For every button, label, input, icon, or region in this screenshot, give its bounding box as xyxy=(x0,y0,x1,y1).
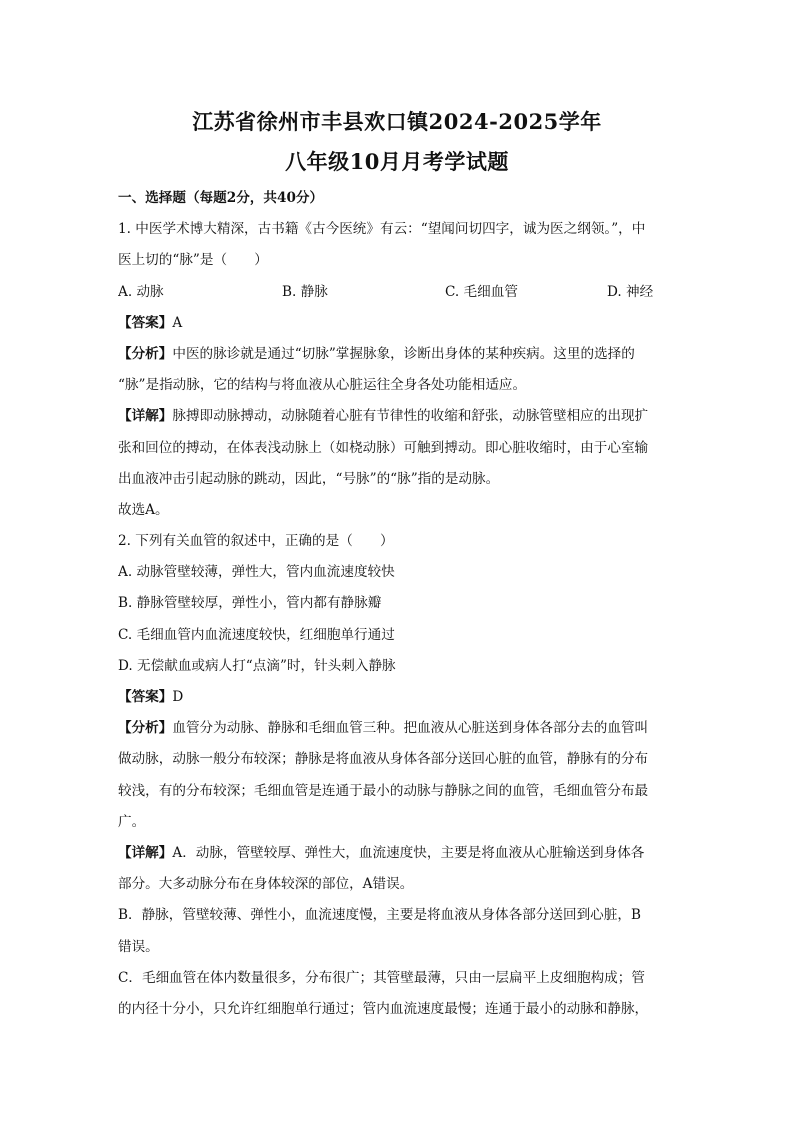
q1-analysis-line1 xyxy=(118,339,673,370)
q1-option-a: A. 动脉 xyxy=(118,283,164,300)
section-heading: 一、选择题（每题2分，共40分） xyxy=(118,190,324,206)
q2-detail-line4: 错误。 xyxy=(118,938,159,955)
q2-stem: 2. 下列有关血管的叙述中，正确的是（ ） xyxy=(118,533,394,550)
answer-label: 【答案】 xyxy=(118,689,173,705)
detail-label: 【详解】 xyxy=(118,844,173,861)
q2-detail-line3: B．静脉，管壁较薄、弹性小，血流速度慢，主要是将血液从身体各部分送回到心脏，B xyxy=(118,907,641,924)
q1-option-c: C. 毛细血管 xyxy=(445,283,518,300)
q2-analysis-text1: 血管分为动脉、静脉和毛细血管三种。把血液从心脏送到身体各部分去的血管叫 xyxy=(172,720,649,737)
q2-option-c: C. 毛细血管内血流速度较快，红细胞单行通过 xyxy=(118,626,395,643)
q1-stem-line1: 1. 中医学术博大精深，古书籍《古今医统》有云：“望闻问切四字，诚为医之纲领。”，中 xyxy=(118,221,646,238)
q2-analysis-line3: 较浅，有的分布较深；毛细血管是连通于最小的动脉与静脉之间的血管，毛细血管分布最 xyxy=(118,782,649,799)
q1-detail-line3: 出血液冲击引起动脉的跳动，因此，“号脉”的“脉”指的是动脉。 xyxy=(118,470,500,487)
q1-conclusion: 故选A。 xyxy=(118,501,169,518)
q1-option-b: B. 静脉 xyxy=(282,283,328,300)
q2-option-b: B. 静脉管壁较厚，弹性小，管内都有静脉瓣 xyxy=(118,595,382,612)
q1-detail-line1 xyxy=(118,401,673,432)
q1-analysis-line2: “脉”是指动脉，它的结构与将血液从心脏运往全身各处功能相适应。 xyxy=(118,377,527,394)
document-body xyxy=(118,183,673,1025)
q1-answer xyxy=(118,308,673,339)
document-title-line1: 江苏省徐州市丰县欢口镇2024-2025学年 xyxy=(192,109,602,134)
answer-label: 【答案】 xyxy=(118,314,173,331)
q2-detail-line5: C．毛细血管在体内数量很多，分布很广；其管壁最薄，只由一层扁平上皮细胞构成；管 xyxy=(118,969,645,986)
q2-analysis-line4: 广。 xyxy=(118,813,146,830)
q2-detail-line2: 部分。大多动脉分布在身体较深的部位，A错误。 xyxy=(118,876,414,893)
q2-detail-line1 xyxy=(118,838,673,869)
q1-detail-text1: 脉搏即动脉搏动，动脉随着心脏有节律性的收缩和舒张，动脉管壁相应的出现扩 xyxy=(172,408,649,425)
q1-options xyxy=(118,277,673,308)
detail-label: 【详解】 xyxy=(118,408,173,425)
q2-analysis-line2: 做动脉，动脉一般分布较深；静脉是将血液从身体各部分送回心脏的血管，静脉有的分布 xyxy=(118,751,649,768)
analysis-label: 【分析】 xyxy=(118,345,173,362)
q2-detail-text1: A．动脉，管壁较厚、弹性大，血流速度快，主要是将血液从心脏输送到身体各 xyxy=(172,844,645,861)
q2-answer xyxy=(118,682,673,713)
document-title-line2: 八年级10月月考学试题 xyxy=(285,149,509,174)
q1-answer-value: A xyxy=(172,314,183,331)
q2-detail-line6: 的内径十分小，只允许红细胞单行通过；管内血流速度最慢；连通于最小的动脉和静脉， xyxy=(118,1000,649,1017)
q1-option-d: D. 神经 xyxy=(607,283,654,300)
q2-analysis-line1 xyxy=(118,713,673,744)
q1-detail-line2: 张和回位的搏动，在体表浅动脉上（如桡动脉）可触到搏动。即心脏收缩时，由于心室输 xyxy=(118,439,649,456)
q1-stem-line2: 医上切的“脉”是（ ） xyxy=(118,252,268,269)
q2-answer-value: D xyxy=(172,689,184,705)
analysis-label: 【分析】 xyxy=(118,720,173,737)
q1-analysis-text1: 中医的脉诊就是通过“切脉”掌握脉象，诊断出身体的某种疾病。这里的选择的 xyxy=(172,345,635,362)
q2-option-a: A. 动脉管壁较薄，弹性大，管内血流速度较快 xyxy=(118,564,395,581)
q2-option-d: D. 无偿献血或病人打“点滴”时，针头刺入静脉 xyxy=(118,657,396,674)
